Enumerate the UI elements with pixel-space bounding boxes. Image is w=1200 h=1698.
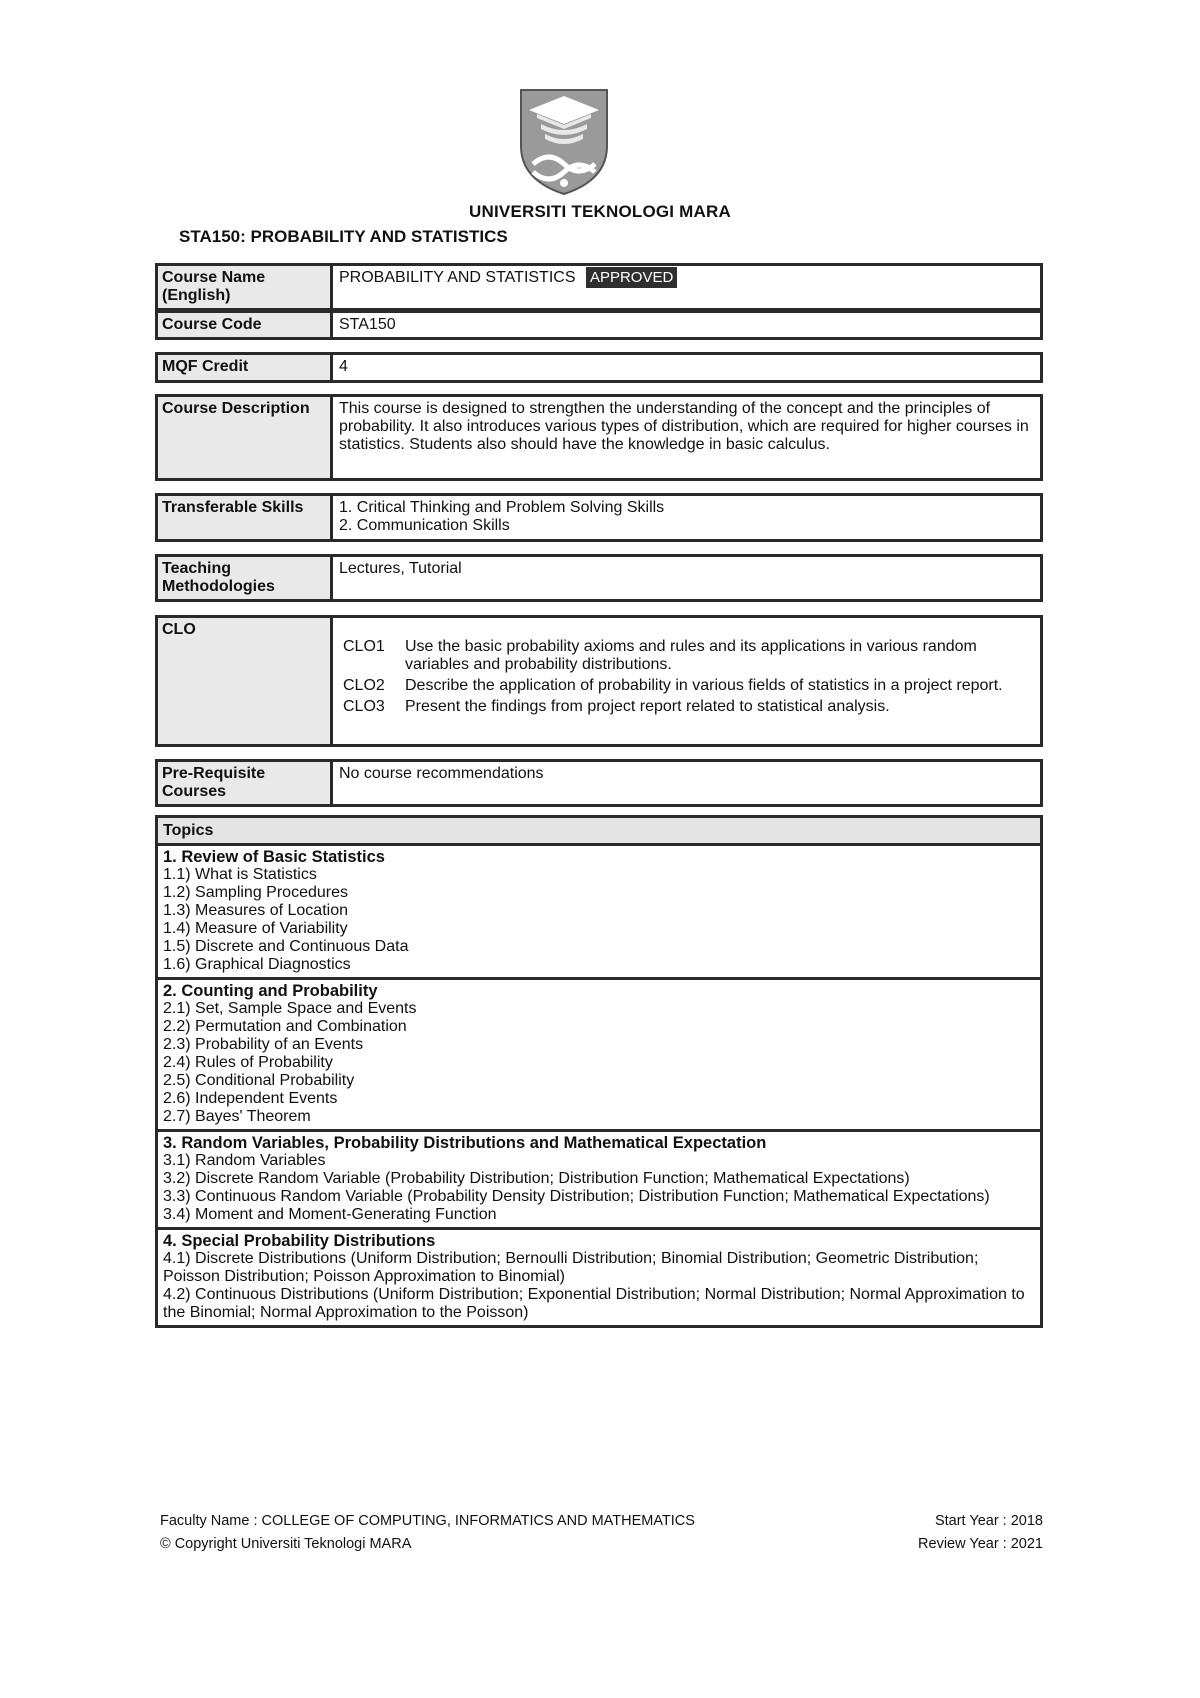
copyright-notice: © Copyright Universiti Teknologi MARA	[160, 1536, 412, 1552]
status-badge: APPROVED	[586, 267, 677, 288]
clo-code: CLO3	[343, 698, 385, 715]
topic-item: 2.3) Probability of an Events	[163, 1036, 364, 1053]
course-description-value: This course is designed to strengthen the understanding of the concept and the principles of probability. It also introduces various types of distribution, which are required for higher courses in statistics. Students also should have the knowledge in basic calculus.	[339, 400, 1029, 453]
university-crest-logo	[519, 88, 609, 196]
clo-item	[343, 638, 1034, 677]
topics-heading: Topics	[158, 818, 1040, 846]
transferable-skills-label: Transferable Skills	[158, 496, 333, 539]
prerequisite-row	[155, 759, 1043, 807]
clo-label: CLO	[158, 618, 333, 744]
topic-item: 1.3) Measures of Location	[163, 902, 348, 919]
mqf-credit-label: MQF Credit	[158, 355, 333, 380]
topic-item: 3.3) Continuous Random Variable (Probability Density Distribution; Distribution Function; Mathematical Expectations)	[163, 1188, 990, 1205]
course-description-row	[155, 394, 1043, 481]
topic-item: 2.2) Permutation and Combination	[163, 1018, 407, 1035]
topic-section	[158, 1132, 1040, 1230]
topic-item: 2.5) Conditional Probability	[163, 1072, 355, 1089]
topics-table	[155, 815, 1043, 1328]
course-name-label: Course Name (English)	[158, 266, 333, 308]
topic-item: 3.1) Random Variables	[163, 1152, 326, 1169]
teaching-methodologies-value: Lectures, Tutorial	[339, 560, 462, 577]
transferable-skills-row	[155, 493, 1043, 542]
clo-text: Present the findings from project report related to statistical analysis.	[405, 698, 890, 715]
topic-item: 2.1) Set, Sample Space and Events	[163, 1000, 417, 1017]
topic-item: 1.6) Graphical Diagnostics	[163, 956, 351, 973]
skill-item: 1. Critical Thinking and Problem Solving Skills	[339, 499, 665, 516]
course-description-label: Course Description	[158, 397, 333, 478]
course-code-value: STA150	[339, 316, 396, 333]
clo-item	[343, 698, 1034, 719]
clo-text: Describe the application of probability in various fields of statistics in a project report.	[405, 677, 1003, 694]
start-year: Start Year : 2018	[934, 1513, 1043, 1529]
topic-section	[158, 980, 1040, 1132]
topic-title: 1. Review of Basic Statistics	[163, 848, 385, 866]
topic-item: 3.2) Discrete Random Variable (Probability Distribution; Distribution Function; Mathematical Expectations)	[163, 1170, 910, 1187]
topic-item: 2.4) Rules of Probability	[163, 1054, 333, 1071]
clo-code: CLO1	[343, 638, 385, 655]
topic-item: 1.2) Sampling Procedures	[163, 884, 348, 901]
topic-item: 1.5) Discrete and Continuous Data	[163, 938, 409, 955]
university-name: UNIVERSITI TEKNOLOGI MARA	[469, 202, 731, 221]
topic-section	[158, 1230, 1040, 1325]
review-year: Review Year : 2021	[918, 1536, 1043, 1552]
clo-item	[343, 677, 1034, 698]
prerequisite-label: Pre-Requisite Courses	[158, 762, 333, 804]
topic-item: 4.2) Continuous Distributions (Uniform Distribution; Exponential Distribution; Normal Distribution; Normal Approximation to the Binomial; Normal Approximation to the Poisson)	[163, 1286, 1025, 1321]
skill-item: 2. Communication Skills	[339, 517, 510, 534]
footer-right	[918, 1510, 1043, 1556]
prerequisite-value: No course recommendations	[339, 765, 544, 782]
clo-row	[155, 615, 1043, 747]
course-code-label: Course Code	[158, 313, 333, 337]
teaching-methodologies-row	[155, 554, 1043, 602]
clo-value	[333, 618, 1040, 744]
topic-item: 2.7) Bayes' Theorem	[163, 1108, 311, 1125]
topic-title: 4. Special Probability Distributions	[163, 1232, 436, 1250]
topic-item: 1.4) Measure of Variability	[163, 920, 348, 937]
teaching-methodologies-label: Teaching Methodologies	[158, 557, 333, 599]
course-name-value	[333, 266, 1040, 308]
mqf-credit-row	[155, 352, 1043, 383]
clo-text: Use the basic probability axioms and rules and its applications in various random variables and probability distributions.	[405, 638, 977, 673]
course-name-row	[155, 263, 1043, 311]
course-name-text: PROBABILITY AND STATISTICS	[339, 269, 576, 286]
topic-item: 3.4) Moment and Moment-Generating Function	[163, 1206, 497, 1223]
topic-item: 4.1) Discrete Distributions (Uniform Distribution; Bernoulli Distribution; Binomial Distribution; Geometric Distribution; Poisson Distribution; Poisson Approximation to Binomial)	[163, 1250, 979, 1285]
topic-section	[158, 846, 1040, 980]
topic-item: 2.6) Independent Events	[163, 1090, 338, 1107]
clo-table	[343, 638, 1034, 719]
footer-left	[160, 1510, 695, 1556]
mqf-credit-value: 4	[339, 358, 348, 375]
topic-title: 2. Counting and Probability	[163, 982, 378, 1000]
course-code-row	[155, 310, 1043, 340]
topic-title: 3. Random Variables, Probability Distributions and Mathematical Expectation	[163, 1134, 767, 1152]
course-heading: STA150: PROBABILITY AND STATISTICS	[179, 227, 508, 246]
clo-code: CLO2	[343, 677, 385, 694]
topic-item: 1.1) What is Statistics	[163, 866, 317, 883]
faculty-name: Faculty Name : COLLEGE OF COMPUTING, INFORMATICS AND MATHEMATICS	[160, 1513, 695, 1529]
transferable-skills-value	[333, 496, 1040, 539]
